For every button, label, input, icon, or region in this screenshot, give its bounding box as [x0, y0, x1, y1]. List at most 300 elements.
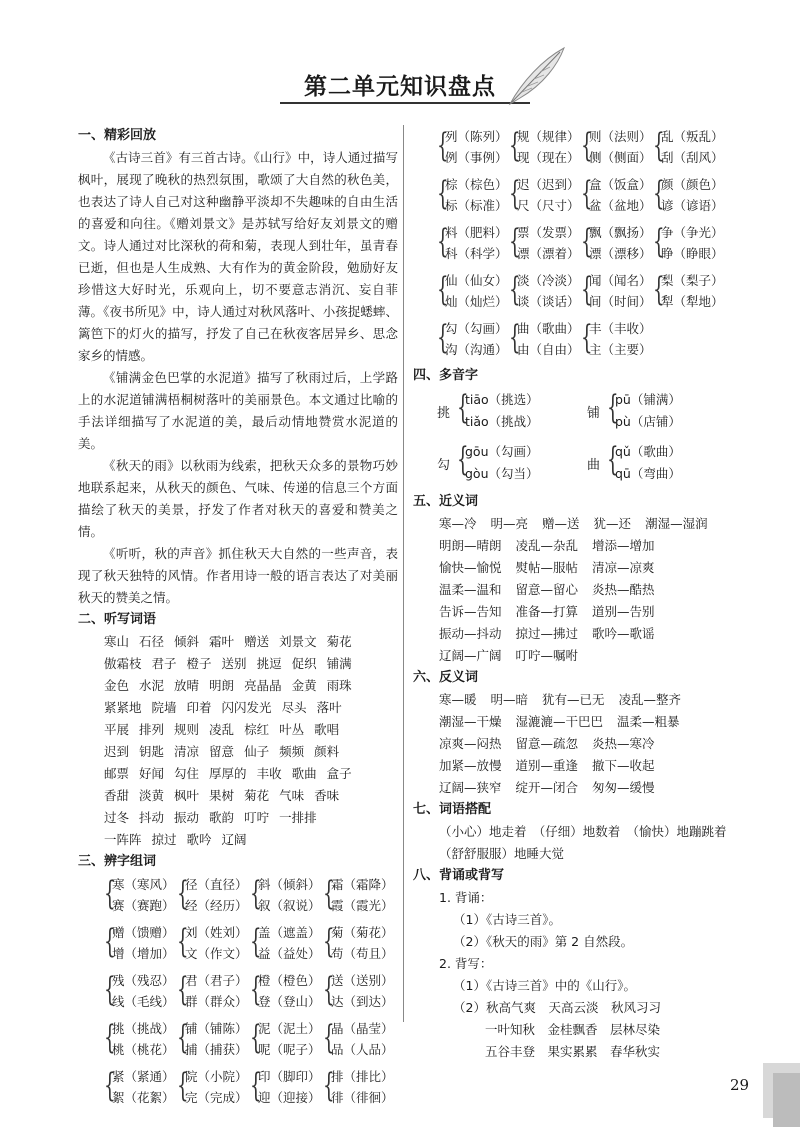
pair-lines	[445, 269, 508, 313]
synonym-pair: 歌吟—歌谣	[592, 626, 655, 641]
char-pair	[509, 125, 581, 169]
paragraph: 《听听，秋的声音》抓住秋天大自然的一些声音，表现了秋天独特的风情。作者用诗一般的语言表达了对美丽秋天的赞美之情。	[78, 546, 398, 605]
pair-word: 尺（尺寸）	[517, 198, 580, 213]
brace-symbol: {	[250, 1017, 262, 1056]
pair-word: 规（规律）	[517, 129, 580, 144]
word-row	[104, 631, 398, 653]
pair-lines	[589, 173, 652, 217]
pair-row	[437, 269, 743, 313]
pair-word: 晶（晶莹）	[331, 1021, 394, 1036]
pair-word: 勾（勾画）	[445, 321, 508, 336]
synonym-pair: 告诉—告知	[439, 604, 502, 619]
word: 果树	[209, 788, 235, 803]
char-pair	[437, 317, 509, 361]
char-pair	[581, 317, 653, 361]
antonym-pair: 辽阔—狭窄	[439, 780, 502, 795]
section-heading: 五、近义词	[413, 494, 479, 509]
char-pair	[323, 921, 396, 965]
word: 颜料	[314, 744, 340, 759]
word: 水泥	[139, 678, 165, 693]
brace-symbol: {	[437, 173, 449, 212]
char-pair	[509, 317, 581, 361]
word: 棕红	[244, 722, 270, 737]
synonym-pair: 振动—抖动	[439, 626, 502, 641]
char-pair	[177, 969, 250, 1013]
pair-word: 桃（桃花）	[112, 1042, 175, 1057]
title-underline	[280, 102, 530, 104]
brace-symbol: {	[509, 125, 521, 164]
pair-word: 主（主要）	[589, 342, 652, 357]
char-pair	[437, 269, 509, 313]
pair-word: 间（时间）	[589, 294, 652, 309]
synonym-pair-row	[439, 513, 743, 535]
polyphone-reading: tiāo（挑选）	[465, 392, 539, 407]
word-row	[104, 697, 398, 719]
char-pair	[323, 1065, 396, 1109]
char-pair	[177, 1017, 250, 1061]
pair-word: 达（到达）	[331, 994, 394, 1009]
word: 尽头	[281, 700, 307, 715]
synonym-pair-row	[439, 579, 743, 601]
word: 气味	[279, 788, 305, 803]
pair-word: 漂（漂着）	[517, 246, 580, 261]
char-pair	[250, 969, 323, 1013]
char-pair	[323, 1017, 396, 1061]
distinguish-pairs-right	[413, 125, 743, 361]
char-pair	[509, 173, 581, 217]
char-pair	[177, 1065, 250, 1109]
pair-word: 增（增加）	[112, 946, 175, 961]
brace-symbol: {	[607, 387, 619, 426]
synonym-list	[413, 513, 743, 667]
pair-word: 苟（苟且）	[331, 946, 394, 961]
section-heading: 二、听写词语	[78, 612, 157, 627]
brace-symbol: {	[104, 873, 116, 912]
pair-word: 漂（漂移）	[589, 246, 652, 261]
word: 刘景文	[279, 634, 317, 649]
char-pair	[581, 221, 653, 265]
word: 清凉	[174, 744, 200, 759]
pair-word: 谚（谚语）	[661, 198, 724, 213]
word: 寒山	[104, 634, 130, 649]
page-corner-tab-dark	[773, 1073, 800, 1127]
word-row	[104, 829, 398, 851]
word: 歌曲	[291, 766, 317, 781]
antonym-pair-row	[439, 689, 743, 711]
antonym-pair-row	[439, 733, 743, 755]
pair-lines	[112, 1065, 175, 1109]
pair-word: 印（脚印）	[258, 1069, 321, 1084]
word: 枫叶	[174, 788, 200, 803]
synonym-pair: 明—亮	[490, 516, 529, 531]
antonym-pair-row	[439, 711, 743, 733]
char-pair	[104, 921, 177, 965]
char-pair	[250, 873, 323, 917]
pair-lines	[661, 173, 724, 217]
pair-lines	[589, 221, 652, 265]
word: 促织	[291, 656, 317, 671]
pair-lines	[331, 1065, 394, 1109]
pair-word: 送（送别）	[331, 973, 394, 988]
synonym-pair-row	[439, 601, 743, 623]
pair-word: 登（登山）	[258, 994, 321, 1009]
pair-lines	[517, 221, 580, 265]
pair-lines	[445, 125, 508, 169]
brace-symbol: {	[250, 1065, 262, 1104]
pair-word: 赛（赛跑）	[112, 898, 175, 913]
char-pair	[653, 125, 725, 169]
pair-word: 泥（泥土）	[258, 1021, 321, 1036]
antonym-pair: 潮湿—干燥	[439, 714, 502, 729]
paragraph: 《秋天的雨》以秋雨为线索，把秋天众多的景物巧妙地联系起来，从秋天的颜色、气味、传递的信息三个方面描绘了秋天的美景，抒发了作者对秋天的喜爱和赞美之情。	[78, 458, 398, 539]
antonym-pair: 明—暗	[490, 692, 529, 707]
polyphone-char: 曲	[587, 457, 601, 473]
polyphone-item	[437, 439, 587, 487]
word: 淡黄	[139, 788, 165, 803]
polyphone-char: 铺	[587, 405, 601, 421]
section-heading: 八、背诵或背写	[413, 868, 505, 883]
pair-word: 标（标准）	[445, 198, 508, 213]
pair-word: 迎（迎接）	[258, 1090, 321, 1105]
polyphone-item	[437, 387, 587, 435]
synonym-pair: 留意—留心	[515, 582, 579, 597]
antonym-pair: 道别—重逢	[515, 758, 579, 773]
word: 倾斜	[174, 634, 200, 649]
synonym-pair: 掠过—拂过	[515, 626, 579, 641]
polyphone-readings	[615, 439, 681, 487]
synonym-pair: 熨帖—服帖	[515, 560, 579, 575]
word: 霜叶	[209, 634, 235, 649]
antonym-pair: 加紧—放慢	[439, 758, 502, 773]
word: 雨珠	[326, 678, 352, 693]
char-pair	[509, 269, 581, 313]
pair-row	[104, 969, 398, 1013]
antonym-pair-row	[439, 755, 743, 777]
brace-symbol: {	[104, 921, 116, 960]
pair-word: 仙（仙女）	[445, 273, 508, 288]
pair-word: 棕（棕色）	[445, 177, 508, 192]
brace-symbol: {	[607, 439, 619, 478]
pair-lines	[185, 921, 248, 965]
pair-lines	[112, 873, 175, 917]
polyphone-readings	[465, 387, 539, 435]
char-pair	[250, 1065, 323, 1109]
brace-symbol: {	[581, 173, 593, 212]
pair-word: 絮（花絮）	[112, 1090, 175, 1105]
pair-lines	[331, 1017, 394, 1061]
word: 排列	[139, 722, 165, 737]
word-row	[104, 785, 398, 807]
pair-lines	[589, 125, 652, 169]
pair-word: 捕（捕获）	[185, 1042, 248, 1057]
brace-symbol: {	[437, 221, 449, 260]
pair-word: 盒（饭盒）	[589, 177, 652, 192]
recite-subitem: （1）《古诗三首》中的《山行》。	[453, 978, 636, 993]
antonym-pair: 湿漉漉—干巴巴	[515, 714, 604, 729]
pair-word: 铺（铺陈）	[185, 1021, 248, 1036]
collocation-line: （舒舒服服）地睡大觉	[439, 846, 565, 861]
synonym-pair: 明朗—晴朗	[439, 538, 502, 553]
pair-word: 排（排比）	[331, 1069, 394, 1084]
pair-word: 侧（侧面）	[589, 150, 652, 165]
pair-lines	[331, 921, 394, 965]
brace-symbol: {	[653, 173, 665, 212]
synonym-pair: 准备—打算	[515, 604, 579, 619]
char-pair	[653, 173, 725, 217]
word: 金色	[104, 678, 130, 693]
synonym-pair: 辽阔—广阔	[439, 648, 502, 663]
brace-symbol: {	[581, 221, 593, 260]
recite-item: 1. 背诵：	[439, 890, 493, 905]
char-pair	[581, 125, 653, 169]
section-heading: 四、多音字	[413, 368, 479, 383]
polyphone-reading: pū（铺满）	[615, 392, 681, 407]
word: 歌韵	[209, 810, 235, 825]
pair-lines	[112, 1017, 175, 1061]
polyphone-row	[413, 439, 743, 487]
word: 迟到	[104, 744, 130, 759]
brace-symbol: {	[177, 873, 189, 912]
antonym-pair: 犹有—已无	[542, 692, 605, 707]
brace-symbol: {	[177, 1065, 189, 1104]
pair-word: 飘（飘扬）	[589, 225, 652, 240]
pair-word: 闻（闻名）	[589, 273, 652, 288]
char-pair	[250, 921, 323, 965]
pair-word: 睁（睁眼）	[661, 246, 724, 261]
char-pair	[104, 969, 177, 1013]
recite-item: 2. 背写：	[439, 956, 493, 971]
word: 留意	[209, 744, 235, 759]
word-row	[104, 675, 398, 697]
brace-symbol: {	[323, 873, 335, 912]
word: 铺满	[326, 656, 352, 671]
pair-word: 灿（灿烂）	[445, 294, 508, 309]
antonym-pair-row	[439, 777, 743, 799]
brace-symbol: {	[323, 921, 335, 960]
synonym-pair: 清凉—凉爽	[592, 560, 655, 575]
pair-lines	[185, 1017, 248, 1061]
pair-word: 乱（叛乱）	[661, 129, 724, 144]
pair-lines	[112, 921, 175, 965]
pair-word: 盖（遮盖）	[258, 925, 321, 940]
word: 一排排	[279, 810, 317, 825]
paragraph: 《古诗三首》有三首古诗。《山行》中，诗人通过描写枫叶，展现了晚秋的热烈氛围，歌颂了大自然的秋色美，也表达了诗人自己对这种幽静平淡却不失趣味的自由生活的喜爱和向往。《赠刘景文》是苏轼写给好友刘景文的赠文。诗人通过对比深秋的荷和菊，表现人到壮年，虽青春已逝，但也是人生成熟、大有作为的黄金阶段，勉励好友珍惜这大好时光，乐观向上，切不要意志消沉、妄自菲薄。《夜书所见》中，诗人通过对秋风落叶、小孩捉蟋蟀、篱笆下的灯火的描写，抒发了自己在秋夜客居异乡、思念家乡的情感。	[78, 150, 398, 363]
pair-word: 文（作文）	[185, 946, 248, 961]
pair-word: 争（争光）	[661, 225, 724, 240]
pair-lines	[185, 873, 248, 917]
word-row	[104, 807, 398, 829]
recite-subitem: 五谷丰登 果实累累 春华秋实	[485, 1044, 661, 1059]
pair-row	[437, 125, 743, 169]
polyphone-readings	[465, 439, 539, 487]
brace-symbol: {	[323, 1065, 335, 1104]
char-pair	[581, 269, 653, 313]
pair-lines	[445, 317, 508, 361]
antonym-pair: 凌乱—整齐	[618, 692, 682, 707]
pair-word: 犁（犁地）	[661, 294, 724, 309]
pair-row	[437, 317, 743, 361]
synonym-pair-row	[439, 623, 743, 645]
brace-symbol: {	[581, 125, 593, 164]
brace-symbol: {	[457, 439, 469, 478]
word: 抖动	[139, 810, 165, 825]
char-pair	[437, 125, 509, 169]
pair-word: 挑（挑战）	[112, 1021, 175, 1036]
brace-symbol: {	[323, 969, 335, 1008]
brace-symbol: {	[509, 269, 521, 308]
word: 赠送	[244, 634, 270, 649]
synonym-pair: 寒—冷	[439, 516, 477, 531]
polyphone-reading: qū（弯曲）	[615, 466, 681, 481]
antonym-pair: 凉爽—闷热	[439, 736, 502, 751]
brace-symbol: {	[437, 269, 449, 308]
brace-symbol: {	[177, 969, 189, 1008]
word: 香甜	[104, 788, 130, 803]
polyphone-reading: pù（店铺）	[615, 414, 681, 429]
title-area	[270, 60, 570, 110]
word: 丰收	[256, 766, 282, 781]
page-number: 29	[730, 1076, 750, 1094]
pair-word: 刮（刮风）	[661, 150, 724, 165]
pair-word: 列（陈列）	[445, 129, 508, 144]
pair-word: 院（小院）	[185, 1069, 248, 1084]
word: 院墙	[151, 700, 177, 715]
pair-word: 票（发票）	[517, 225, 580, 240]
pair-row	[437, 173, 743, 217]
pair-word: 料（肥料）	[445, 225, 508, 240]
pair-word: 科（科学）	[445, 246, 508, 261]
pair-word: 寒（寒风）	[112, 877, 175, 892]
brace-symbol: {	[509, 221, 521, 260]
word: 叮咛	[244, 810, 270, 825]
word: 厚厚的	[209, 766, 247, 781]
pair-word: 则（法则）	[589, 129, 652, 144]
pair-word: 线（毛线）	[112, 994, 175, 1009]
distinguish-pairs-left	[78, 873, 398, 1109]
section-heading: 六、反义词	[413, 670, 479, 685]
synonym-pair: 犹—还	[593, 516, 632, 531]
page-title: 第二单元知识盘点	[304, 74, 496, 100]
pair-lines	[517, 269, 580, 313]
word: 君子	[151, 656, 177, 671]
pair-word: 残（残忍）	[112, 973, 175, 988]
word: 落叶	[316, 700, 342, 715]
synonym-pair: 道别—告别	[592, 604, 655, 619]
pair-row	[104, 873, 398, 917]
antonym-pair: 绽开—闭合	[515, 780, 579, 795]
word: 叶丛	[279, 722, 305, 737]
pair-lines	[445, 221, 508, 265]
polyphone-reading: qǔ（歌曲）	[615, 444, 681, 459]
dictation-word-list	[78, 631, 398, 851]
recite-subitem: （2）《秋天的雨》第 2 自然段。	[453, 934, 634, 949]
char-pair	[104, 873, 177, 917]
pair-lines	[185, 969, 248, 1013]
pair-lines	[661, 125, 724, 169]
pair-lines	[112, 969, 175, 1013]
pair-word: 徘（徘徊）	[331, 1090, 394, 1105]
pair-word: 现（现在）	[517, 150, 580, 165]
pair-word: 谈（谈话）	[517, 294, 580, 309]
brace-symbol: {	[104, 969, 116, 1008]
pair-word: 淡（冷淡）	[517, 273, 580, 288]
word: 亮晶晶	[244, 678, 282, 693]
polyphone-row	[413, 387, 743, 435]
char-pair	[177, 921, 250, 965]
pair-lines	[589, 269, 652, 313]
brace-symbol: {	[250, 969, 262, 1008]
pair-lines	[517, 317, 580, 361]
pair-word: 紧（紧通）	[112, 1069, 175, 1084]
pair-lines	[589, 317, 652, 361]
char-pair	[104, 1017, 177, 1061]
word: 明朗	[209, 678, 235, 693]
polyphone-list	[413, 387, 743, 487]
word: 好闻	[139, 766, 165, 781]
synonym-pair: 愉快—愉悦	[439, 560, 502, 575]
pair-lines	[517, 173, 580, 217]
synonym-pair: 赠—送	[542, 516, 580, 531]
brace-symbol: {	[581, 317, 593, 356]
word: 歌吟	[186, 832, 212, 847]
polyphone-readings	[615, 387, 681, 435]
pair-lines	[517, 125, 580, 169]
right-column	[413, 125, 743, 1063]
pair-lines	[331, 873, 394, 917]
antonym-list	[413, 689, 743, 799]
word: 送别	[221, 656, 247, 671]
word: 紧紧地	[104, 700, 142, 715]
synonym-pair: 温柔—温和	[439, 582, 502, 597]
word: 平展	[104, 722, 130, 737]
pair-lines	[661, 221, 724, 265]
pair-word: 径（直径）	[185, 877, 248, 892]
word: 闪闪发光	[221, 700, 272, 715]
word: 邮票	[104, 766, 130, 781]
pair-lines	[258, 921, 321, 965]
brace-symbol: {	[177, 1017, 189, 1056]
word: 菊花	[244, 788, 270, 803]
pair-word: 君（君子）	[185, 973, 248, 988]
char-pair	[323, 873, 396, 917]
column-divider	[403, 125, 404, 1022]
word: 橙子	[186, 656, 212, 671]
pair-word: 斜（倾斜）	[258, 877, 321, 892]
word: 仙子	[244, 744, 270, 759]
synonym-pair: 凌乱—杂乱	[515, 538, 579, 553]
antonym-pair: 留意—疏忽	[515, 736, 579, 751]
pair-word: 群（群众）	[185, 994, 248, 1009]
word: 凌乱	[209, 722, 235, 737]
pair-word: 梨（梨子）	[661, 273, 724, 288]
char-pair	[177, 873, 250, 917]
pair-lines	[258, 873, 321, 917]
synonym-pair: 潮湿—湿润	[645, 516, 708, 531]
synonym-pair-row	[439, 557, 743, 579]
brace-symbol: {	[437, 317, 449, 356]
left-column	[78, 125, 398, 1113]
char-pair	[250, 1017, 323, 1061]
brace-symbol: {	[653, 269, 665, 308]
polyphone-reading: tiǎo（挑战）	[465, 414, 539, 429]
polyphone-char: 勾	[437, 457, 451, 473]
word: 石径	[139, 634, 165, 649]
brace-symbol: {	[653, 221, 665, 260]
antonym-pair: 炎热—寒冷	[592, 736, 655, 751]
brace-symbol: {	[437, 125, 449, 164]
brace-symbol: {	[509, 173, 521, 212]
char-pair	[104, 1065, 177, 1109]
